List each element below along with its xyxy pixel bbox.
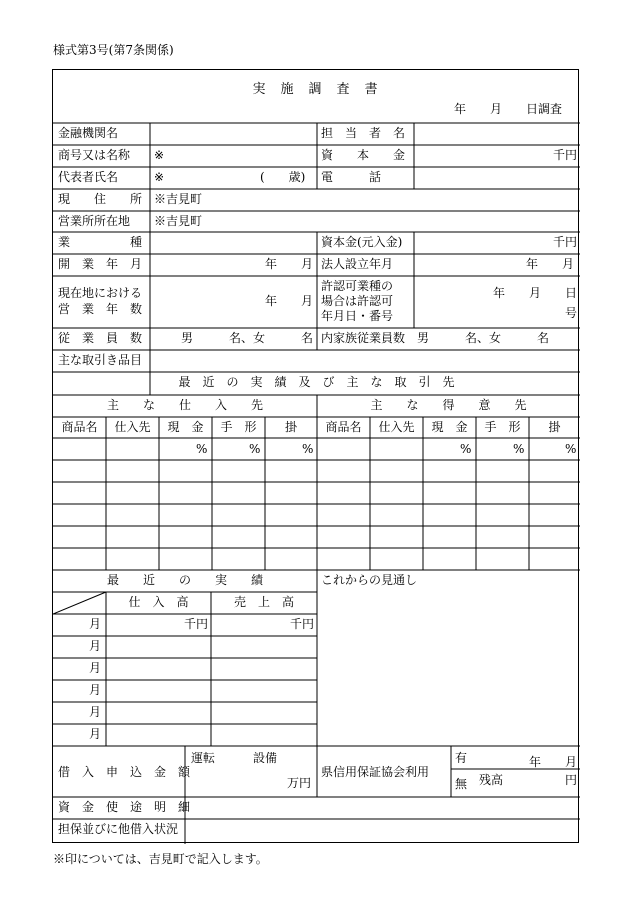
- label-incorporation-date: 法人設立年月: [321, 257, 394, 271]
- month-label-4: 月: [89, 683, 102, 697]
- form-title: 実 施 調 査 書: [252, 82, 379, 97]
- customer-cash-percent: %: [460, 442, 472, 456]
- supplier-credit-percent: %: [302, 442, 314, 456]
- label-collateral: 担保並びに他借入状況: [58, 822, 179, 836]
- sales-unit: 千円: [290, 617, 315, 631]
- label-person-in-charge: 担 当 者 名: [321, 126, 406, 140]
- purchases-heading: 仕 入 高: [128, 595, 189, 609]
- month-label-3: 月: [89, 661, 102, 675]
- customer-col-product: 商品名: [325, 420, 362, 434]
- month-label-5: 月: [89, 705, 102, 719]
- label-address: 現 住 所: [58, 192, 143, 206]
- office-location-value: ※吉見町: [154, 214, 203, 228]
- permit-month: 月: [529, 286, 542, 300]
- label-years-at-location-1: 現在地における: [58, 286, 143, 300]
- month-label-2: 月: [89, 639, 102, 653]
- purchases-unit: 千円: [184, 617, 209, 631]
- supplier-col-product: 商品名: [61, 420, 98, 434]
- guarantee-month: 月: [565, 755, 578, 769]
- customer-col-credit: 掛: [548, 420, 561, 434]
- guarantee-has: 有: [455, 751, 468, 765]
- label-office-location: 営業所所在地: [58, 214, 131, 228]
- label-representative: 代表者氏名: [58, 170, 119, 184]
- family-employees-count: 男 名、女 名: [417, 331, 550, 345]
- outlook-label: これからの見通し: [321, 573, 418, 587]
- recent-results-title: 最 近 の 実 績 及 び 主 な 取 引 先: [178, 375, 455, 389]
- permit-number: 号: [565, 306, 578, 320]
- representative-mark: ※: [154, 170, 165, 184]
- supplier-cash-percent: %: [196, 442, 208, 456]
- label-operating: 運転: [191, 751, 216, 765]
- employees-count: 男 名、女 名: [181, 331, 314, 345]
- month-label-6: 月: [89, 727, 102, 741]
- label-family-employees: 内家族従業員数: [321, 331, 406, 345]
- label-business-type: 業 種: [58, 235, 143, 249]
- label-main-products: 主な取引き品目: [58, 353, 143, 367]
- customer-col-cash: 現 金: [431, 420, 468, 434]
- customer-col-supplier: 仕入先: [378, 420, 415, 434]
- guarantee-year: 年: [529, 755, 542, 769]
- label-employees: 従 業 員 数: [58, 331, 143, 345]
- years-at-location-units: 年 月: [265, 294, 314, 308]
- capital-yen-unit: 千円: [553, 235, 578, 249]
- permit-day: 日: [565, 286, 578, 300]
- form-grid-lines: [53, 70, 580, 844]
- label-years-at-location-2: 営 業 年 数: [58, 302, 143, 316]
- sales-heading: 売 上 高: [233, 595, 294, 609]
- guarantee-none: 無: [455, 777, 468, 791]
- survey-form: [52, 69, 579, 843]
- label-permit-1: 許認可業種の: [321, 279, 394, 293]
- supplier-col-cash: 現 金: [167, 420, 204, 434]
- label-capital-yen: 資本金(元入金): [321, 235, 403, 249]
- customer-col-bill: 手 形: [484, 420, 521, 434]
- recent-performance-heading: 最 近 の 実 績: [106, 573, 263, 587]
- balance-unit: 円: [565, 773, 578, 787]
- label-capital: 資 本 金: [321, 148, 406, 162]
- month-label-1: 月: [89, 617, 102, 631]
- supplier-col-bill: 手 形: [220, 420, 257, 434]
- trade-name-mark: ※: [154, 148, 165, 162]
- capital-unit: 千円: [553, 148, 578, 162]
- supplier-col-credit: 掛: [284, 420, 297, 434]
- survey-date: 年 月 日調査: [453, 102, 562, 116]
- guarantee-balance: 残高: [479, 773, 504, 787]
- label-permit-3: 年月日・番号: [321, 309, 394, 323]
- customer-bill-percent: %: [513, 442, 525, 456]
- label-permit-2: 場合は許認可: [321, 294, 394, 308]
- label-trade-name: 商号又は名称: [58, 148, 131, 162]
- loan-unit: 万円: [287, 776, 312, 790]
- footer-note: ※印については、吉見町で記入します。: [53, 852, 268, 866]
- opening-date-units: 年 月: [265, 257, 314, 271]
- main-suppliers-heading: 主 な 仕 入 先: [106, 398, 263, 412]
- label-phone: 電 話: [321, 170, 382, 184]
- representative-age: ( 歳): [260, 170, 306, 184]
- label-equipment: 設備: [253, 751, 278, 765]
- label-guarantee: 県信用保証協会利用: [321, 765, 430, 779]
- form-number: 様式第3号(第7条関係): [53, 43, 174, 57]
- permit-year: 年: [493, 286, 506, 300]
- label-fund-usage: 資 金 使 途 明 細: [58, 800, 191, 814]
- address-value: ※吉見町: [154, 192, 203, 206]
- main-customers-heading: 主 な 得 意 先: [370, 398, 527, 412]
- supplier-bill-percent: %: [249, 442, 261, 456]
- label-loan-amount: 借 入 申 込 金 額: [58, 765, 191, 779]
- supplier-col-supplier: 仕入先: [114, 420, 151, 434]
- label-opening-date: 開 業 年 月: [58, 257, 143, 271]
- incorporation-date-units: 年 月: [526, 257, 575, 271]
- customer-credit-percent: %: [565, 442, 577, 456]
- label-financial-institution: 金融機関名: [58, 126, 119, 140]
